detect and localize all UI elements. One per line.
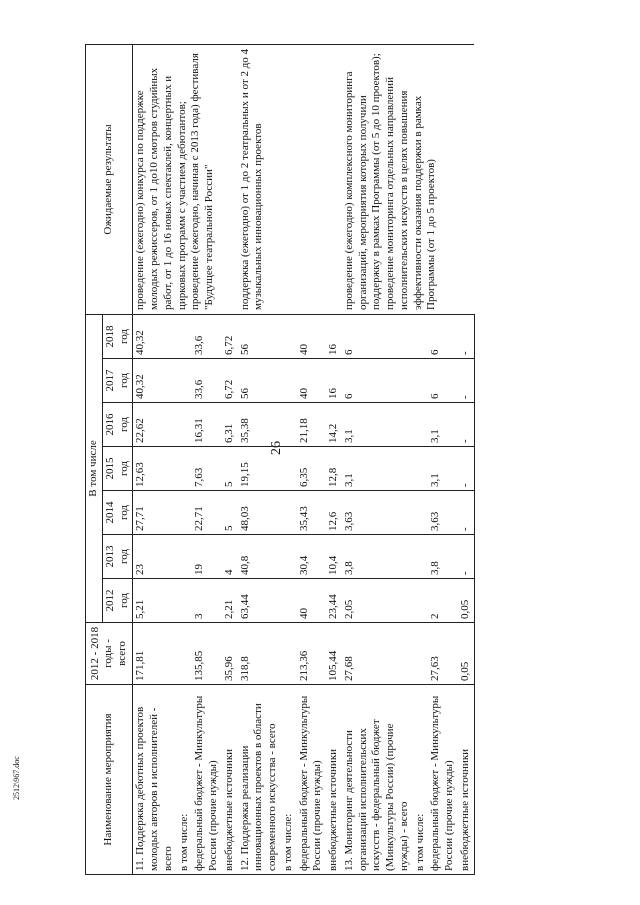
row-year-value: 6	[342, 315, 413, 359]
row-year-value: 21,18	[297, 403, 327, 447]
row-total: 135,85	[192, 623, 222, 685]
row-year-value: 5	[222, 447, 238, 491]
row-total	[177, 623, 193, 685]
row-year-value: 12,63	[133, 447, 177, 491]
row-name: 12. Поддержка реализации инновационных проектов в области современного искусства - всего	[238, 685, 281, 875]
row-year-value: 22,62	[133, 403, 177, 447]
row-year-value: 2	[428, 579, 458, 623]
row-year-value: 2,21	[222, 579, 238, 623]
row-year-value	[413, 579, 429, 623]
table-row	[133, 45, 177, 875]
row-total: 27,68	[342, 623, 413, 685]
row-year-value: 40	[297, 315, 327, 359]
row-name: внебюджетные источники	[326, 685, 342, 875]
row-total: 35,96	[222, 623, 238, 685]
row-year-value	[177, 403, 193, 447]
header-year: 2015 год	[102, 447, 133, 491]
row-total: 105,44	[326, 623, 342, 685]
row-year-value	[177, 359, 193, 403]
row-year-value	[413, 535, 429, 579]
row-year-value	[413, 491, 429, 535]
row-year-value: -	[458, 491, 474, 535]
row-name: в том числе:	[281, 685, 297, 875]
row-year-value	[413, 447, 429, 491]
row-name: в том числе:	[177, 685, 193, 875]
row-result: проведение (ежегодно) комплексного мониторинга организаций, мероприятия которых получили поддержку в рамках Программы (от 5 до 10 проектов); проведение мониторинга отдельных направлений исполнительских искусств в целях повышения эффективности оказания поддержки в рамках Программы (от 1 до 5 проектов)	[342, 45, 474, 315]
row-year-value: 4	[222, 535, 238, 579]
row-year-value: 6,35	[297, 447, 327, 491]
header-year: 2013 год	[102, 535, 133, 579]
row-year-value: 6	[428, 359, 458, 403]
row-year-value: 35,38	[238, 403, 281, 447]
row-year-value	[177, 535, 193, 579]
row-year-value: 5	[222, 491, 238, 535]
row-total: 171,81	[133, 623, 177, 685]
rotated-table-container	[85, 45, 605, 875]
header-year: 2014 год	[102, 491, 133, 535]
row-year-value: 23,44	[326, 579, 342, 623]
footer-document-code: 2512\967.doc	[12, 756, 21, 800]
row-year-value: -	[458, 315, 474, 359]
row-year-value: 3,1	[428, 447, 458, 491]
row-name: внебюджетные источники	[458, 685, 474, 875]
row-year-value: -	[458, 403, 474, 447]
budget-table	[85, 44, 475, 875]
row-total: 0,05	[458, 623, 474, 685]
row-year-value: 30,4	[297, 535, 327, 579]
row-year-value: 6,72	[222, 359, 238, 403]
row-year-value: 10,4	[326, 535, 342, 579]
row-name: в том числе:	[413, 685, 429, 875]
row-year-value: 3,1	[342, 447, 413, 491]
row-total	[413, 623, 429, 685]
row-year-value: 0,05	[458, 579, 474, 623]
header-name: Наименование мероприятия	[86, 685, 133, 875]
row-year-value: 23	[133, 535, 177, 579]
row-year-value: 33,6	[192, 359, 222, 403]
row-name: федеральный бюджет - Минкультуры России (прочие нужды)	[192, 685, 222, 875]
header-total: 2012 - 2018 годы - всего	[86, 623, 133, 685]
row-year-value: 22,71	[192, 491, 222, 535]
row-year-value: 40,32	[133, 359, 177, 403]
row-year-value: 5,21	[133, 579, 177, 623]
row-year-value: 63,44	[238, 579, 281, 623]
table-row	[342, 45, 413, 875]
row-name: внебюджетные источники	[222, 685, 238, 875]
row-year-value	[177, 315, 193, 359]
header-year: 2018 год	[102, 315, 133, 359]
header-including: В том числе	[86, 315, 103, 623]
row-year-value	[413, 403, 429, 447]
row-year-value: 16	[326, 315, 342, 359]
header-year: 2016 год	[102, 403, 133, 447]
header-year: 2012 год	[102, 579, 133, 623]
row-total: 318,8	[238, 623, 281, 685]
row-year-value: 48,03	[238, 491, 281, 535]
row-year-value: 56	[238, 359, 281, 403]
row-year-value	[281, 535, 297, 579]
row-year-value: 3,1	[428, 403, 458, 447]
row-year-value	[281, 579, 297, 623]
row-year-value	[177, 579, 193, 623]
row-result: поддержка (ежегодно) от 1 до 2 театральных и от 2 до 4 музыкальных инновационных проектов	[238, 45, 342, 315]
row-year-value: 40	[297, 579, 327, 623]
row-year-value: 3,8	[428, 535, 458, 579]
row-year-value: 56	[238, 315, 281, 359]
row-year-value: 35,43	[297, 491, 327, 535]
row-year-value: 12,8	[326, 447, 342, 491]
row-year-value: 33,6	[192, 315, 222, 359]
row-year-value: 3,63	[342, 491, 413, 535]
row-year-value	[281, 403, 297, 447]
row-year-value: 16,31	[192, 403, 222, 447]
row-year-value	[177, 491, 193, 535]
row-year-value: 3,8	[342, 535, 413, 579]
row-year-value	[281, 315, 297, 359]
header-year: 2017 год	[102, 359, 133, 403]
row-name: 11. Поддержка дебютных проектов молодых авторов и исполнителей - всего	[133, 685, 177, 875]
row-year-value	[177, 447, 193, 491]
page-number: 26	[269, 441, 284, 455]
row-result: проведение (ежегодно) конкурса по поддержке молодых режиссеров, от 1 до10 смотров студийных работ, от 1 до 16 новых спектаклей, концертных и цирковых программ с участием дебютантов; проведение (ежегодно, начиная с 2013 года) фестиваля "Будущее театральной России"	[133, 45, 238, 315]
row-year-value: 40,32	[133, 315, 177, 359]
row-total: 27,63	[428, 623, 458, 685]
row-year-value: 40,8	[238, 535, 281, 579]
row-year-value: 19,15	[238, 447, 281, 491]
row-year-value: 12,6	[326, 491, 342, 535]
row-name: федеральный бюджет - Минкультуры России (прочие нужды)	[428, 685, 458, 875]
row-year-value	[281, 491, 297, 535]
row-year-value: 3,63	[428, 491, 458, 535]
row-total	[281, 623, 297, 685]
row-name: 13. Мониторинг деятельности организаций исполнительских искусств - федеральный бюджет (Минкультуры России) (прочие нужды) - всего	[342, 685, 413, 875]
row-year-value	[281, 447, 297, 491]
row-year-value: 40	[297, 359, 327, 403]
row-year-value	[281, 359, 297, 403]
row-year-value: 7,63	[192, 447, 222, 491]
row-year-value: 3	[192, 579, 222, 623]
row-year-value: 2,05	[342, 579, 413, 623]
row-year-value: -	[458, 535, 474, 579]
row-year-value: 3,1	[342, 403, 413, 447]
header-results: Ожидаемые результаты	[86, 45, 133, 315]
row-year-value: 6	[342, 359, 413, 403]
row-year-value: 6	[428, 315, 458, 359]
row-year-value	[413, 359, 429, 403]
row-year-value: -	[458, 447, 474, 491]
row-year-value: 16	[326, 359, 342, 403]
row-year-value: 27,71	[133, 491, 177, 535]
row-year-value: 6,31	[222, 403, 238, 447]
row-year-value: 19	[192, 535, 222, 579]
row-year-value: -	[458, 359, 474, 403]
row-year-value: 6,72	[222, 315, 238, 359]
row-name: федеральный бюджет - Минкультуры России (прочие нужды)	[297, 685, 327, 875]
row-total: 213,36	[297, 623, 327, 685]
row-year-value	[413, 315, 429, 359]
table-row	[238, 45, 281, 875]
row-year-value: 14,2	[326, 403, 342, 447]
